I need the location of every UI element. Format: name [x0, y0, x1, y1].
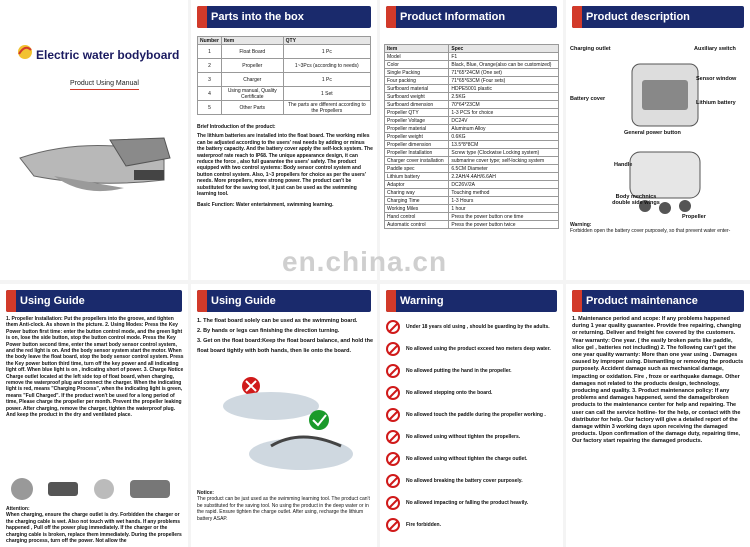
desc-warning-title: Warning: [570, 222, 592, 228]
info-row [385, 149, 559, 157]
warning-item [386, 470, 558, 492]
attention-text: When charging, ensure the charge outlet is dry. Forbidden the charger or the charging cable is wet. Also not touch with wet hands. If any problems happened , Pull off the power plug immediately. If the charger or the charging cable is broken, replace them immediately. During the propellers charging process, turn off the power. Not allow the [6, 512, 182, 545]
watermark: en.china.cn [282, 246, 448, 277]
info-cell: Surfboard material [385, 85, 449, 93]
info-row [385, 85, 559, 93]
parts-row [198, 45, 371, 59]
parts-panel [191, 0, 377, 280]
info-cell: Four packing [385, 77, 449, 85]
info-cell: Black, Blue, Orange(also can be customized) [449, 61, 559, 69]
parts-cell: 1 Pc [283, 45, 370, 59]
warning-list [386, 316, 558, 536]
prohibition-icon [386, 452, 400, 466]
cover-panel [0, 0, 188, 280]
maint-text: 1. Maintenance period and scope: If any problems happened during 1 year quality guarantee. Provide free repairing, changing or returning. Deliver and freight fee covered by the customers. Year warranty: One year. ( the easily broken parts like paddle, slice gel , batteries not including) 2. The following can't get the one year quality warranty: More than one year using . Damages caused by improper using. Dismantling or removing the products purposely. Accident damage such as mechanical damage, impacting or oxidation. Fire , froze or earthquake damage. Other damages not related to the products design, technology, producing and quality. 3. Product maintenance policy: If any problems and damages happened, send the damage/broken products to the maintenance center for help and repairing. The user can call the service hotline- for the help, or contact with the distributor for help. Our factory will give a detailed report of the damage within 3 working days upon receiving the damaged products. Upon confirmation of the damage duty, repairing time, Our factory start repairing the damaged products. [572, 316, 744, 445]
parts-header-row [198, 37, 371, 45]
info-row [385, 173, 559, 181]
info-cell: Press the power button one time [449, 213, 559, 221]
info-cell: Hand control [385, 213, 449, 221]
parts-cell: The parts are different according to the Propellers [283, 101, 370, 115]
info-cell: 2.2AH/4.4AH/6.6AH [449, 173, 559, 181]
using1-attention [6, 506, 184, 544]
parts-cell: Charger [221, 73, 283, 87]
cover-title: Electric water bodyboard [36, 48, 180, 62]
warning-item [386, 382, 558, 404]
step-1: 1. The float board solely can be used as the swimming board. [197, 318, 358, 324]
notice-title: Notice: [197, 490, 214, 496]
info-cell: Propeller material [385, 125, 449, 133]
prohibition-icon [386, 474, 400, 488]
info-cell: submarine cover type; self-locking system [449, 157, 559, 165]
desc-warning [570, 222, 746, 235]
info-col-header: Item [385, 45, 449, 53]
prohibition-icon [386, 408, 400, 422]
label-handle: Handle [614, 162, 633, 168]
step-2: 2. By hands or legs can finishing the direction turning. [197, 328, 340, 334]
info-panel [380, 0, 563, 280]
label-power-button: General power button [624, 130, 681, 136]
parts-cell: Using manual, Quality Certificate [221, 87, 283, 101]
using2-steps [197, 316, 373, 356]
parts-col-header: Item [221, 37, 283, 45]
info-header: Product Information [386, 6, 557, 28]
prohibition-icon [386, 496, 400, 510]
info-cell: 6.5CM Diameter [449, 165, 559, 173]
parts-col-header: QTY [283, 37, 370, 45]
warning-item [386, 514, 558, 536]
warning-item [386, 404, 558, 426]
info-row [385, 205, 559, 213]
info-row [385, 77, 559, 85]
info-cell: Lithium battery [385, 173, 449, 181]
parts-row [198, 101, 371, 115]
warning-item-text: No allowed using the product exceed two meters deep water. [406, 346, 551, 352]
info-cell: F1 [449, 53, 559, 61]
riding-illustration [211, 358, 361, 478]
info-cell: Charger cover installation [385, 157, 449, 165]
info-row [385, 181, 559, 189]
info-row [385, 69, 559, 77]
warning-item-text: No allowed touch the paddle during the propeller working . [406, 412, 546, 418]
info-col-header: Spec [449, 45, 559, 53]
parts-cell: 1 Set [283, 87, 370, 101]
label-auxiliary-switch: Auxiliary switch [694, 46, 736, 52]
warning-item-text: No allowed stepping onto the board. [406, 390, 493, 396]
parts-table-wrap [197, 36, 371, 115]
basic-function: Basic Function: Water entertainment, swimming learning. [197, 202, 334, 209]
info-cell: 13.5*8*8CM [449, 141, 559, 149]
warning-item [386, 316, 558, 338]
info-cell: Charing way [385, 189, 449, 197]
warning-item [386, 360, 558, 382]
parts-row [198, 87, 371, 101]
info-cell: Propeller Installation [385, 149, 449, 157]
warning-item-text: Under 18 years old using , should be guarding by the adults. [406, 324, 550, 330]
parts-cell: 3 [198, 73, 222, 87]
info-row [385, 157, 559, 165]
label-sensor-window: Sensor window [696, 76, 737, 82]
maint-header: Product maintenance [572, 290, 744, 312]
info-row [385, 141, 559, 149]
parts-cell: 2 [198, 59, 222, 73]
info-cell: HDPE5001 plastic [449, 85, 559, 93]
info-cell: Automatic control [385, 221, 449, 229]
info-cell: 71*65*63CM (Four sets) [449, 77, 559, 85]
info-cell: 1 hour [449, 205, 559, 213]
info-cell: 70*64*23CM [449, 101, 559, 109]
info-cell: Single Packing [385, 69, 449, 77]
info-cell: Press the power button twice [449, 221, 559, 229]
parts-row [198, 59, 371, 73]
maintenance-panel [566, 284, 750, 547]
parts-cell: Float Board [221, 45, 283, 59]
info-cell: Propeller weight [385, 133, 449, 141]
warning-item [386, 492, 558, 514]
warning-item [386, 448, 558, 470]
info-cell: 2.5KG [449, 93, 559, 101]
warning-item [386, 426, 558, 448]
info-cell: Propeller dimension [385, 141, 449, 149]
prohibition-icon [386, 364, 400, 378]
notice-text: The product can be just used as the swimming learning tool. The product can't be substituted for the saving tool. No using the product in the deep water or in the rapid. Ensure tighten the charge outlet. After using, recharge the lithium battery ASAP. [197, 496, 370, 522]
info-row [385, 133, 559, 141]
warning-panel [380, 284, 563, 547]
info-cell: 0.6KG [449, 133, 559, 141]
info-row [385, 53, 559, 61]
prohibition-icon [386, 320, 400, 334]
info-cell: Screw type (Clockwise Locking system) [449, 149, 559, 157]
parts-col-header: Number [198, 37, 222, 45]
info-row [385, 189, 559, 197]
info-cell: Aluminum Alloy [449, 125, 559, 133]
warning-item-text: No allowed impacting or falling the product heavily. [406, 500, 529, 506]
info-cell: Working Miles [385, 205, 449, 213]
parts-header: Parts into the box [197, 6, 371, 28]
label-propeller: Propeller [682, 214, 706, 220]
warning-item-text: Fire forbidden. [406, 522, 441, 528]
label-wings: Body mechnics double side wings [612, 194, 660, 206]
label-charging-outlet: Charging outlet [570, 46, 611, 52]
info-cell: DC26V/2A [449, 181, 559, 189]
info-cell: 1-3 PCS for choice [449, 109, 559, 117]
desc-panel [566, 0, 750, 280]
warning-header: Warning [386, 290, 557, 312]
using-guide-2-panel [191, 284, 377, 547]
parts-intro [197, 124, 373, 209]
info-row [385, 125, 559, 133]
prohibition-icon [386, 342, 400, 356]
info-cell: Surfboard dimension [385, 101, 449, 109]
info-cell: Color [385, 61, 449, 69]
info-cell: Propeller QTY [385, 109, 449, 117]
parts-cell: 1 Pc [283, 73, 370, 87]
label-battery-cover: Battery cover [570, 96, 606, 102]
info-row [385, 213, 559, 221]
parts-cell: 4 [198, 87, 222, 101]
info-cell: Propeller Voltage [385, 117, 449, 125]
parts-cell: 5 [198, 101, 222, 115]
attention-title: Attention: [6, 506, 30, 512]
warning-item-text: No allowed using without tighten the propellers. [406, 434, 521, 440]
parts-cell: Propeller [221, 59, 283, 73]
parts-cell: 1 [198, 45, 222, 59]
warning-item-text: No allowed using without tighten the charge outlet. [406, 456, 528, 462]
parts-row [198, 73, 371, 87]
intro-title: Brief Introduction of the product: [197, 124, 276, 130]
desc-warning-text: Forbidden open the battery cover purposely, so that prevent water enter- [570, 228, 731, 235]
logo-icon [16, 42, 34, 62]
info-row [385, 197, 559, 205]
info-cell: Model [385, 53, 449, 61]
info-row [385, 109, 559, 117]
prohibition-icon [386, 518, 400, 532]
using1-text: 1. Propeller Installation: Put the propellers into the groove, and tighten them Anti-clock. As shown in the picture. 2. Using Modes: Press the Key Power button first time: enter the button control mode, and the green light is on, lose the side button, stop the button control mode. Press the Key Power button second time, enter the smart body sensor control system, and the red light is on. And the body sensor system start the motor. When the body leave the float board, stop the body sensor control system. Press the Key power button third time, turn off the key power and all indicating light off. When blue light is on , indicating short of power. 3. Charge Notice Charge outlet located at the left side top of float board, when charging, remove the waterproof plug and connect the charger. When the indicating light is red, means "Charging Process", when the indicating light is green, means "Full Charged". If the product won't be used for a long period of time, Please charge the propeller per month. Prevent the propeller leaking power. After charging, remove the charger, tighten the waterproof plug. And keep the product in the dry and ventilated place. [6, 316, 184, 419]
info-cell: Surfboard weight [385, 93, 449, 101]
bodyboard-image [14, 118, 174, 208]
info-cell: Charging Time [385, 197, 449, 205]
using-guide-1-panel [0, 284, 188, 547]
info-cell: 1-3 Hours [449, 197, 559, 205]
info-row [385, 165, 559, 173]
info-row [385, 221, 559, 229]
info-row [385, 61, 559, 69]
parts-table [197, 36, 371, 115]
using2-header: Using Guide [197, 290, 371, 312]
info-row [385, 101, 559, 109]
label-lithium-battery: Lithium battery [696, 100, 736, 106]
info-row [385, 117, 559, 125]
step-3: 3. Get on the float board:Keep the float board balance, and hold the float board tightly with both hands, then lie onto the board. [197, 338, 374, 354]
info-cell: Paddle spec [385, 165, 449, 173]
warning-item-text: No allowed breaking the battery cover purposely. [406, 478, 523, 484]
using2-notice [197, 490, 373, 522]
info-cell: 71*65*24CM (One set) [449, 69, 559, 77]
info-cell: DC24V [449, 117, 559, 125]
info-table [384, 44, 559, 229]
propeller-images [8, 476, 180, 502]
parts-cell: 1~3Pcs (according to needs) [283, 59, 370, 73]
info-row [385, 93, 559, 101]
info-table-wrap [384, 44, 559, 229]
prohibition-icon [386, 430, 400, 444]
info-header-row [385, 45, 559, 53]
intro-text: The lithium batteries are installed into the float board. The working miles can be adjusted according to the users' real needs by adding or minus the battery capacity. And the battery cover apply the self-lock system. The waterproof rate reach to IP68. The unique appearance design, it can reduce the force , also full guarantee the users' safety. The product equipped with two control systems: Body sensor control system and button control system. Also, 1~3 propellers for choice as per the users' needs. More propellers, more strong power. The product can't be substituted for the saving tool, it just can be used as the swimming learning tool. [197, 133, 373, 198]
info-cell: Touching method [449, 189, 559, 197]
warning-item [386, 338, 558, 360]
using1-header: Using Guide [6, 290, 182, 312]
desc-header: Product description [572, 6, 744, 28]
warning-item-text: No allowed putting the hand in the propeller. [406, 368, 512, 374]
info-cell: Adaptor [385, 181, 449, 189]
prohibition-icon [386, 386, 400, 400]
cover-subtitle: Product Using Manual [70, 80, 139, 90]
parts-cell: Other Parts [221, 101, 283, 115]
